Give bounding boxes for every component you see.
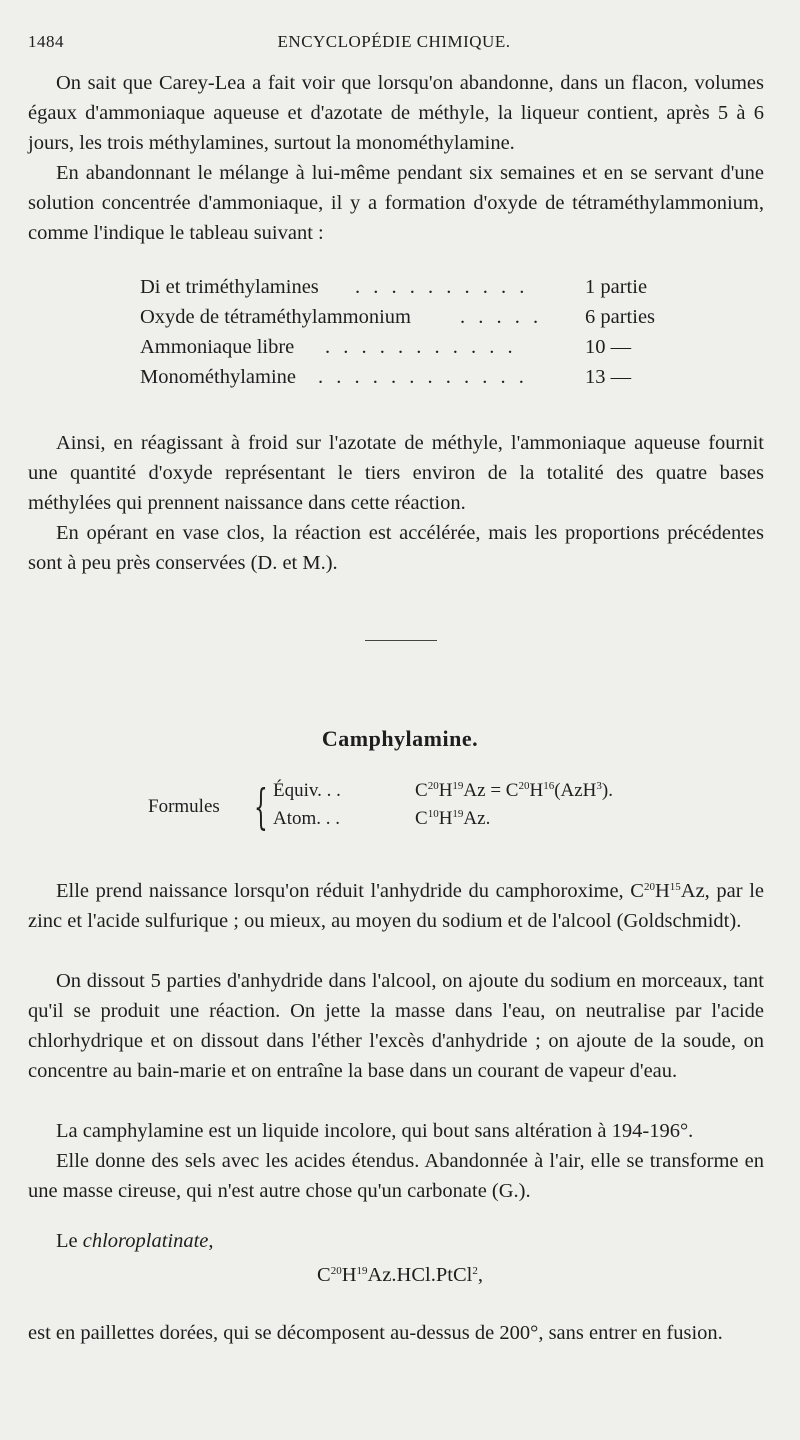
leader-dots: . . . . . xyxy=(460,306,543,328)
paragraph-sels: Elle donne des sels avec les acides étendus. Abandonnée à l'air, elle se transforme en une masse cireuse, qui n'est autre chose qu'un carbonate (G.). xyxy=(28,1150,764,1202)
section-divider xyxy=(365,640,437,641)
proportions-table xyxy=(140,272,680,392)
atom-formula: $C^{10}H^{19}Az$. xyxy=(415,808,491,829)
table-row-quantity: 10 — xyxy=(585,336,632,358)
table-row xyxy=(140,332,680,362)
leader-dots: . . . . . . . . . . xyxy=(355,276,529,298)
paragraph-chloroplatinate: Le chloroplatinate, xyxy=(56,1230,214,1252)
formulas-block xyxy=(148,780,708,840)
equiv-label: Équiv. . . xyxy=(273,780,341,801)
section-title: Camphylamine. xyxy=(321,726,479,751)
page-header xyxy=(28,32,760,58)
table-row-quantity: 13 — xyxy=(585,366,632,388)
table-row-label: Ammoniaque libre xyxy=(140,336,295,358)
paragraph-paillettes: est en paillettes dorées, qui se décomposent au-dessus de 200°, sans entrer en fusion. xyxy=(28,1322,723,1344)
paragraph-vase-clos: En opérant en vase clos, la réaction est accélérée, mais les proportions précédentes sont à peu près conservées (D. et M.). xyxy=(28,522,764,574)
table-row xyxy=(140,362,680,392)
paragraph-six-weeks: En abandonnant le mélange à lui-même pendant six semaines et en se servant d'une solution concentrée d'ammoniaque, il y a formation d'oxyde de tétraméthylammonium, comme l'indique le tableau suivant : xyxy=(28,162,764,244)
table-row-quantity: 1 partie xyxy=(585,276,648,298)
page-number: 1484 xyxy=(28,32,64,51)
paragraph-ainsi: Ainsi, en réagissant à froid sur l'azotate de méthyle, l'ammoniaque aqueuse fournit une quantité d'oxyde représentant le tiers environ de la totalité des quatre bases méthylées qui prennent naissance dans cette réaction. xyxy=(28,432,764,514)
leader-dots: . . . . . . . . . . . . xyxy=(318,366,528,388)
table-row-quantity: 6 parties xyxy=(585,306,656,328)
atom-label: Atom. . . xyxy=(273,808,341,829)
table-row-label: Oxyde de tétraméthylammonium xyxy=(140,306,411,328)
equiv-formula-row xyxy=(273,780,613,802)
chloroplatinate-formula: $C^{20}H^{19}Az.HCl.PtCl^2$, xyxy=(317,1264,483,1286)
equiv-formula: $C^{20}H^{19}Az = C^{20}H^{16}(AzH^3)$. xyxy=(415,780,613,801)
formulas-label: Formules xyxy=(148,796,220,817)
paragraph-liquide: La camphylamine est un liquide incolore, qui bout sans altération à 194-196°. xyxy=(56,1120,694,1142)
running-title: ENCYCLOPÉDIE CHIMIQUE. xyxy=(277,32,511,51)
table-row-label: Monométhylamine xyxy=(140,366,297,388)
table-row-label: Di et triméthylamines xyxy=(140,276,319,298)
paragraph-naissance: Elle prend naissance lorsqu'on réduit l'anhydride du camphoroxime, $C^{20}H^{15}Az$, par le zinc et l'acide sulfurique ; ou mieux, au moyen du sodium et de l'alcool (Goldschmidt). xyxy=(28,880,764,932)
leader-dots: . . . . . . . . . . . xyxy=(325,336,517,358)
curly-brace: { xyxy=(254,779,268,835)
table-row xyxy=(140,272,680,302)
atom-formula-row xyxy=(273,808,490,830)
paragraph-carey-lea: On sait que Carey-Lea a fait voir que lorsqu'on abandonne, dans un flacon, volumes égaux d'ammoniaque aqueuse et d'azotate de méthyle, la liqueur contient, après 5 à 6 jours, les trois méthylamines, surtout la monométhylamine. xyxy=(28,72,764,154)
table-row xyxy=(140,302,680,332)
paragraph-dissout: On dissout 5 parties d'anhydride dans l'alcool, on ajoute du sodium en morceaux, tant qu'il se produit une réaction. On jette la masse dans l'eau, on neutralise par l'acide chlorhydrique et on dissout dans l'éther l'excès d'anhydride ; on ajoute de la soude, on concentre au bain-marie et on entraîne la base dans un courant de vapeur d'eau. xyxy=(28,970,764,1082)
